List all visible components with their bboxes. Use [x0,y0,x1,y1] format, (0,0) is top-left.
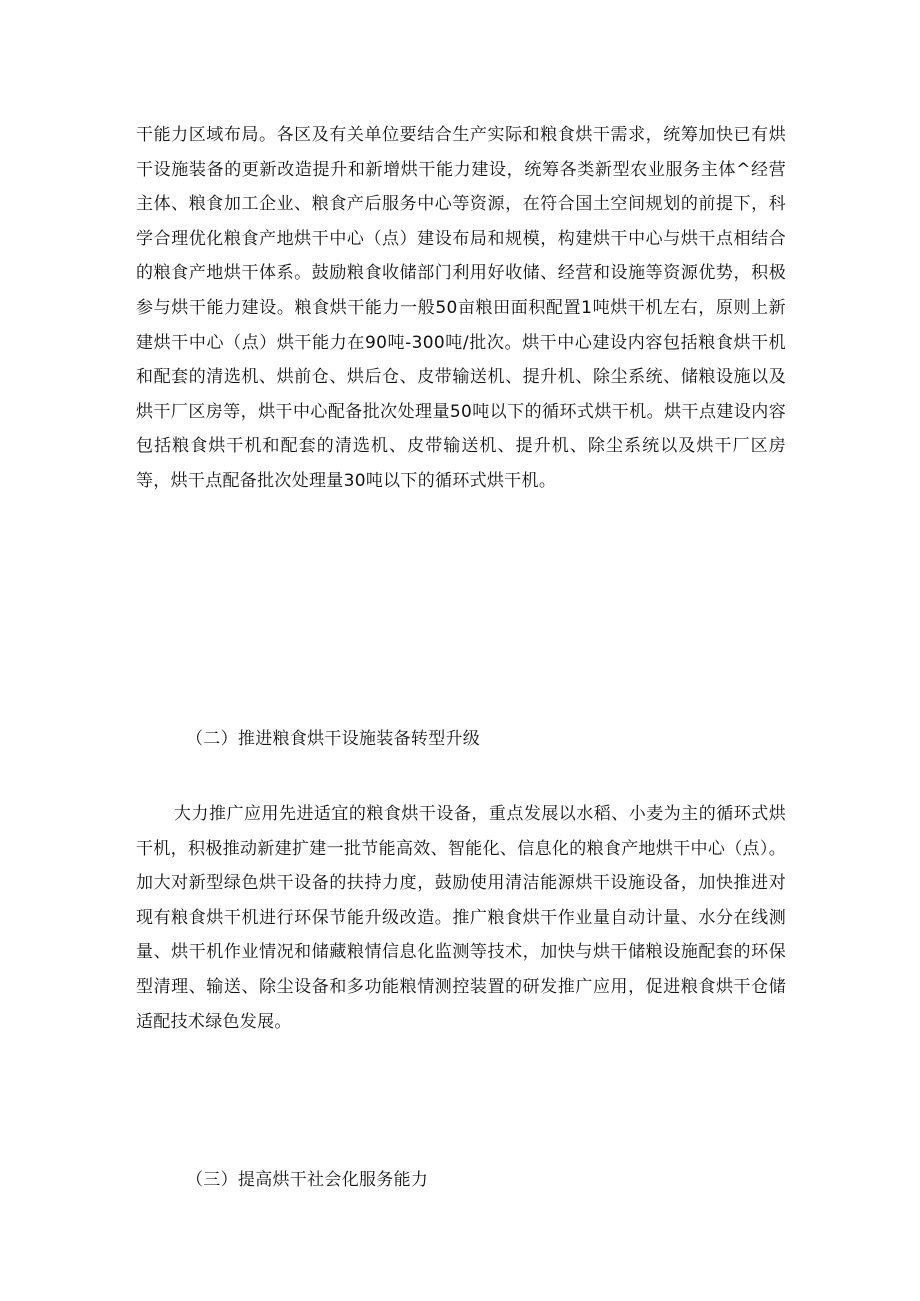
body-paragraph: 大力推广应用先进适宜的粮食烘干设备，重点发展以水稻、小麦为主的循环式烘干机，积极推动新建扩建一批节能高效、智能化、信息化的粮食产地烘干中心（点）。加大对新型绿色烘干设备的扶持力度，鼓励使用清洁能源烘干设施设备，加快推进对现有粮食烘干机进行环保节能升级改造。推广粮食烘干作业量自动计量、水分在线测量、烘干机作业情况和储藏粮情信息化监测等技术，加快与烘干储粮设施配套的环保型清理、输送、除尘设备和多功能粮情测控装置的研发推广应用，促进粮食烘干仓储适配技术绿色发展。 [136,804,786,1032]
body-paragraph: 干能力区域布局。各区及有关单位要结合生产实际和粮食烘干需求，统筹加快已有烘干设施装备的更新改造提升和新增烘干能力建设，统筹各类新型农业服务主体^经营主体、粮食加工企业、粮食产后服务中心等资源，在符合国土空间规划的前提下，科学合理优化粮食产地烘干中心（点）建设布局和规模，构建烘干中心与烘干点相结合的粮食产地烘干体系。鼓励粮食收储部门利用好收储、经营和设施等资源优势，积极参与烘干能力建设。粮食烘干能力一般50亩粮田面积配置1吨烘干机左右，原则上新建烘干中心（点）烘干能力在90吨-300吨/批次。烘干中心建设内容包括粮食烘干机和配套的清选机、烘前仓、烘后仓、皮带输送机、提升机、除尘系统、储粮设施以及烘干厂区房等，烘干中心配备批次处理量50吨以下的循环式烘干机。烘干点建设内容包括粮食烘干机和配套的清选机、皮带输送机、提升机、除尘系统以及烘干厂区房等，烘干点配备批次处理量30吨以下的循环式烘干机。 [136,125,786,491]
section-heading: （二）推进粮食烘干设施装备转型升级 [186,729,481,749]
section-heading: （三）提高烘干社会化服务能力 [186,1170,429,1190]
